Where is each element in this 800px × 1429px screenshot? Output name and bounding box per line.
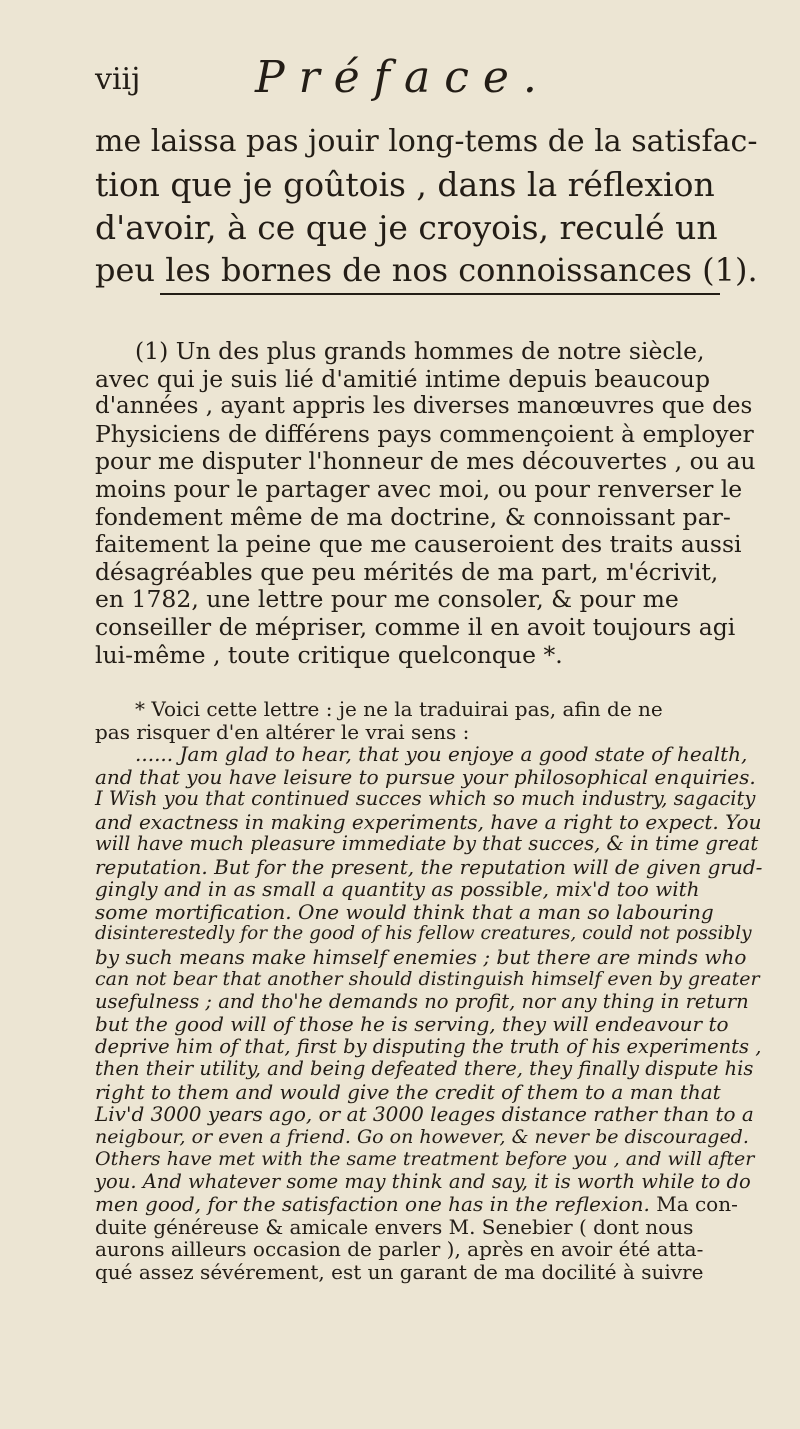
letter-line: then their utility, and being defeated there, they finally dispute his [95, 1057, 754, 1080]
letter-line: but the good will of those he is serving, they will endeavour to [95, 1012, 729, 1036]
text-line: me laissa pas jouir long-tems de la satisfac- [95, 124, 758, 159]
main-paragraph [95, 120, 765, 292]
footnote-line: conseiller de mépriser, comme il en avoit toujours agi [95, 612, 736, 641]
footnote-line: faitement la peine que me causeroient des traits aussi [95, 530, 742, 559]
text-line: peu les bornes de nos connoissances (1). [95, 251, 758, 289]
closing-line: aurons ailleurs occasion de parler ), après en avoir été atta- [95, 1237, 704, 1261]
footnote-line: (1) Un des plus grands hommes de notre siècle, [135, 337, 705, 365]
footnote-line: en 1782, une lettre pour me consoler, & pour me [95, 585, 679, 614]
text-line: d'avoir, à ce que je croyois, reculé un [95, 208, 718, 247]
page-number: viij [95, 62, 141, 97]
footnote-line: désagréables que peu mérités de ma part, m'écrivit, [95, 557, 719, 586]
footnote-line: fondement même de ma doctrine, & connoissant par- [95, 502, 731, 531]
footnote-separator [160, 293, 720, 295]
closing-line-start: Ma con- [656, 1192, 738, 1216]
letter-line: usefulness ; and tho'he demands no profit, nor any thing in return [95, 989, 749, 1013]
letter-line: some mortification. One would think that a man so labouring [95, 899, 714, 924]
letter-line: reputation. But for the present, the reputation will de given grud- [95, 854, 763, 879]
letter-line: can not bear that another should distinguish himself even by greater [95, 968, 760, 990]
letter-line: gingly and in as small a quantity as possible, mix'd too with [95, 877, 700, 901]
closing-line: duite généreuse & amicale envers M. Senebier ( dont nous [95, 1214, 694, 1239]
letter-line: I Wish you that continued succes which so much industry, sagacity [95, 787, 756, 810]
footnote-intro-line: * Voici cette lettre : je ne la traduirai pas, afin de ne [135, 697, 663, 721]
footnote-line: lui-même , toute critique quelconque *. [95, 640, 563, 669]
letter-line-end: men good, for the satisfaction one has in the reflexion. [95, 1192, 650, 1216]
letter-line: by such means make himself enemies ; but there are minds who [95, 944, 747, 969]
letter-line-mixed [95, 1193, 765, 1216]
letter-line: Liv'd 3000 years ago, or at 3000 leages distance rather than to a [95, 1102, 754, 1126]
letter-line: will have much pleasure immediate by that succes, & in time great [95, 832, 759, 855]
footnote-1 [95, 338, 765, 669]
footnote-line: Physiciens de différens pays commençoient à employer [95, 419, 754, 448]
letter-line: Others have met with the same treatment before you , and will after [95, 1148, 755, 1170]
footnote-2 [95, 698, 765, 1283]
closing-line: qué assez sévérement, est un garant de ma docilité à suivre [95, 1259, 704, 1284]
footnote-line: moins pour le partager avec moi, ou pour renverser le [95, 474, 743, 503]
running-title: Préface. [255, 52, 551, 103]
letter-line: disinterestedly for the good of his fellow creatures, could not possibly [95, 923, 752, 944]
text-line: tion que je goûtois , dans la réflexion [95, 165, 715, 204]
footnote-line: pour me disputer l'honneur de mes découvertes , ou au [95, 447, 756, 476]
letter-line: right to them and would give the credit of them to a man that [95, 1079, 721, 1104]
letter-line: neigbour, or even a friend. Go on however, & never be discouraged. [95, 1125, 749, 1148]
footnote-intro-line: pas risquer d'en altérer le vrai sens : [95, 719, 470, 744]
letter-line: and that you have leisure to pursue your philosophical enquiries. [95, 764, 756, 789]
letter-line: and exactness in making experiments, have a right to expect. You [95, 809, 762, 834]
footnote-line: d'années , ayant appris les diverses manœuvres que des [95, 393, 753, 420]
letter-line: ...... Jam glad to hear, that you enjoye a good state of health, [135, 742, 748, 766]
letter-line: you. And whatever some may think and say, it is worth while to do [95, 1169, 751, 1193]
letter-line: deprive him of that, first by disputing the truth of his experiments , [95, 1034, 762, 1058]
page-header [95, 52, 735, 122]
footnote-line: avec qui je suis lié d'amitié intime depuis beaucoup [95, 364, 710, 393]
